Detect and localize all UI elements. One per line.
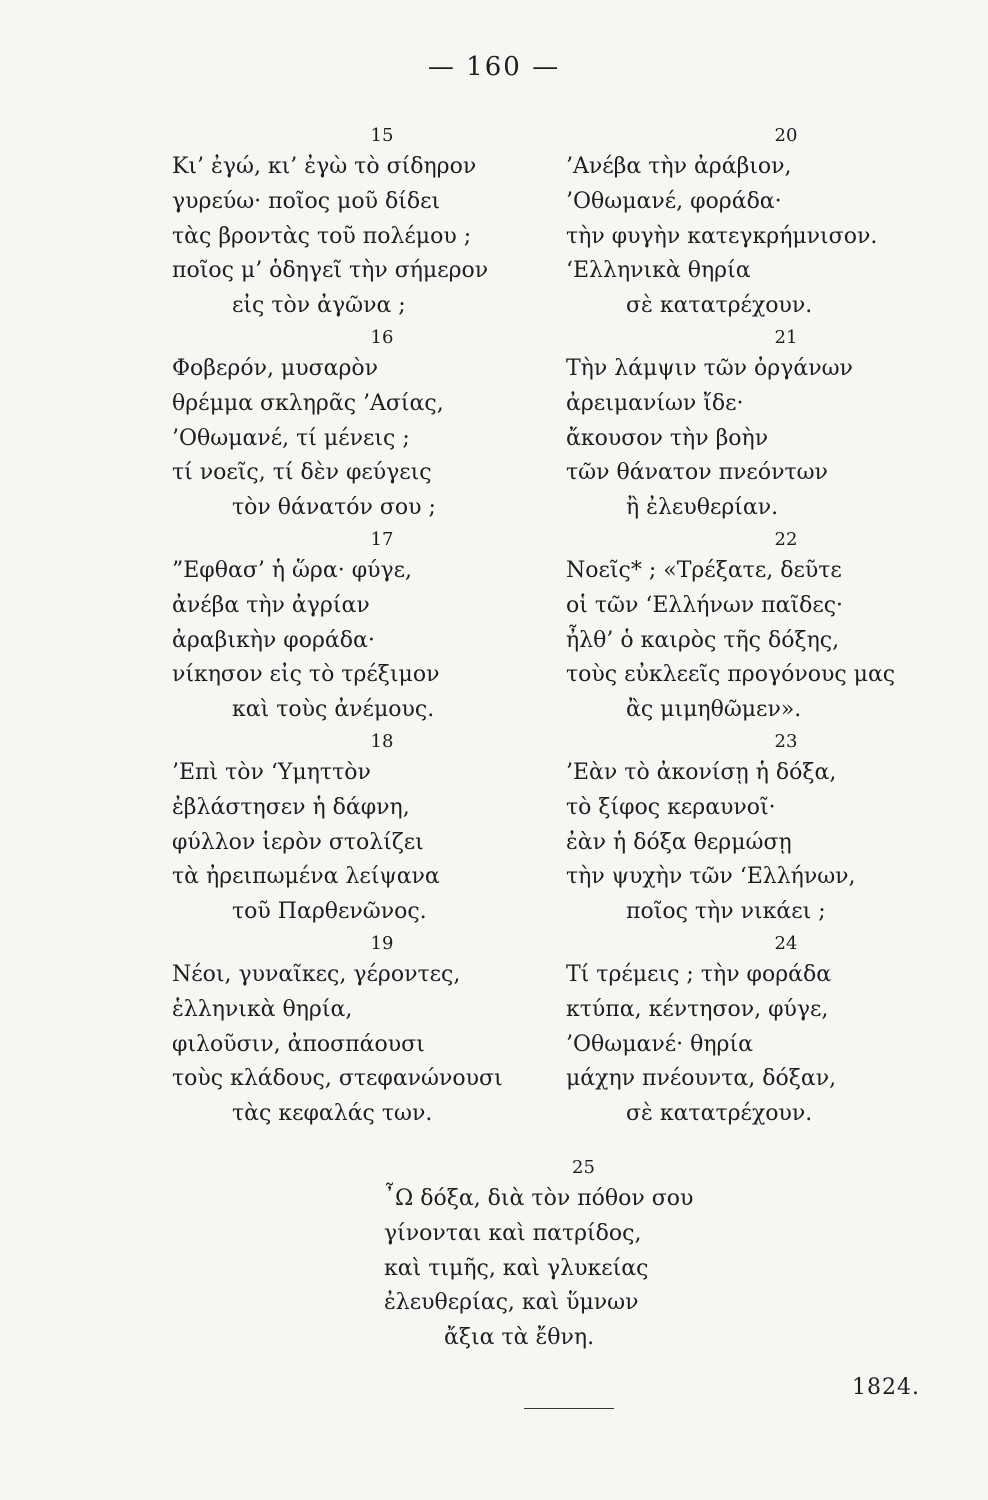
stanza-line: Φοβερόν, μυσαρὸν (172, 355, 379, 381)
stanza-line: ἀρειμανίων ἴδε· (566, 390, 744, 416)
stanza-number: 16 (370, 326, 394, 348)
stanza (566, 930, 986, 1132)
stanza-line: τῶν θάνατον πνεόντων (566, 460, 828, 486)
stanza-line: ‘Ελληνικὰ θηρία (566, 258, 751, 284)
stanza (172, 122, 592, 324)
stanza-line: τὴν φυγὴν κατεγκρήμνισον. (566, 223, 878, 249)
stanza-line: ποῖος μ’ ὁδηγεῖ τὴν σήμερον (172, 258, 489, 284)
stanza-number: 23 (774, 730, 798, 752)
stanza-line: ἄξια τὰ ἔθνη. (444, 1325, 595, 1351)
stanza (566, 728, 986, 930)
stanza-line: καὶ τιμῆς, καὶ γλυκείας (384, 1255, 649, 1281)
stanza-line: ἢ ἐλευθερίαν. (626, 495, 779, 521)
stanza (172, 728, 592, 930)
stanza-line: γίνονται καὶ πατρίδος, (384, 1220, 642, 1246)
stanza-line: ἑλληνικὰ θηρία, (172, 996, 353, 1022)
stanza (566, 122, 986, 324)
stanza-line: τὰ ἠρειπωμένα λείψανα (172, 864, 440, 890)
stanza-number: 24 (774, 932, 798, 954)
stanza-line: ἀραβικὴν φοράδα· (172, 627, 375, 653)
stanza-number: 20 (774, 125, 798, 146)
stanza-line: ἐὰν ἡ δόξα θερμώσῃ (566, 829, 792, 855)
stanza (172, 526, 592, 728)
stanza-line: καὶ τοὺς ἀνέμους. (232, 697, 435, 723)
stanza-line: φύλλον ἱερὸν στολίζει (172, 829, 424, 855)
stanza-line: θρέμμα σκληρᾶς ’Ασίας, (172, 390, 444, 416)
stanza-line: τοῦ Παρθενῶνος. (232, 899, 427, 925)
stanza-line: ’Οθωμανέ· θηρία (566, 1031, 753, 1057)
stanza-line: μάχην πνέουντα, δόξαν, (566, 1066, 837, 1092)
stanza-line: ῏Ω δόξα, διὰ τὸν πόθον σου (384, 1186, 694, 1211)
stanza-line: ἀνέβα τὴν ἀγρίαν (172, 592, 370, 618)
stanza-line: ἦλθ’ ὁ καιρὸς τῆς δόξης, (566, 627, 840, 653)
stanza-line: ’Οθωμανέ, τί μένεις ; (172, 425, 410, 451)
stanza-line: Νοεῖς* ; «Τρέξατε, δεῦτε (566, 557, 842, 583)
stanza-line: Τὴν λάμψιν τῶν ὀργάνων (566, 355, 853, 381)
stanza-line: Κι’ ἐγώ, κι’ ἐγὼ τὸ σίδηρον (172, 154, 477, 179)
stanza-number: 18 (370, 730, 394, 752)
stanza-number: 22 (774, 528, 798, 550)
stanza-line: νίκησον εἰς τὸ τρέξιμον (172, 662, 440, 688)
stanza-line: γυρεύω· ποῖος μοῦ δίδει (172, 188, 441, 214)
final-stanza (384, 1154, 844, 1356)
date: 1824. (852, 1375, 920, 1400)
stanza-line: τὰς κεφαλάς των. (232, 1101, 433, 1127)
stanza-line: τοὺς κλάδους, στεφανώνουσι (172, 1066, 503, 1092)
stanza-line: τὸ ξίφος κεραυνοῖ· (566, 794, 776, 820)
stanza-line: σὲ κατατρέχουν. (626, 1101, 813, 1127)
stanza-line: τὴν ψυχὴν τῶν ‘Ελλήνων, (566, 864, 856, 890)
stanza-line: ’Ανέβα τὴν ἀράβιον, (566, 154, 792, 179)
stanza-line: ’Οθωμανέ, φοράδα· (566, 188, 782, 214)
stanza (566, 324, 986, 526)
stanza-line: ἐβλάστησεν ἡ δάφνη, (172, 794, 410, 820)
stanza-line: ”Εφθασ’ ἡ ὥρα· φύγε, (172, 557, 413, 583)
stanza-number: 25 (572, 1157, 595, 1178)
stanza-line: ποῖος τὴν νικάει ; (626, 899, 826, 925)
stanza (172, 324, 592, 526)
stanza-line: ’Εὰν τὸ ἀκονίσῃ ἡ δόξα, (566, 759, 837, 785)
stanza-line: κτύπα, κέντησον, φύγε, (566, 996, 829, 1022)
stanza-line: φιλοῦσιν, ἀποσπάουσι (172, 1031, 425, 1057)
stanza-number: 21 (774, 326, 798, 348)
stanza (172, 930, 592, 1132)
stanza-line: τοὺς εὐκλεεῖς προγόνους μας (566, 662, 896, 688)
stanza-line: σὲ κατατρέχουν. (626, 293, 813, 319)
page-number: — 160 — (427, 52, 561, 82)
stanza-line: οἱ τῶν ‘Ελλήνων παῖδες· (566, 592, 844, 618)
stanza-line: Τί τρέμεις ; τὴν φοράδα (566, 961, 832, 987)
closing-rule (524, 1408, 614, 1409)
stanza-line: ἄκουσον τὴν βοὴν (566, 425, 769, 451)
stanza-line: τὰς βροντὰς τοῦ πολέμου ; (172, 223, 472, 249)
stanza-line: εἰς τὸν ἀγῶνα ; (232, 293, 406, 319)
stanza-line: ἂς μιμηθῶμεν». (626, 697, 802, 723)
stanza-line: Νέοι, γυναῖκες, γέροντες, (172, 961, 461, 987)
stanza-line: ἐλευθερίας, καὶ ὕμνων (384, 1290, 639, 1316)
stanza-line: ’Επὶ τὸν ‘Υμηττὸν (172, 759, 371, 785)
stanza (566, 526, 986, 728)
stanza-number: 15 (370, 125, 394, 146)
left-column (172, 122, 592, 1132)
stanza-line: τὸν θάνατόν σου ; (232, 495, 436, 521)
stanza-number: 19 (370, 932, 394, 954)
stanza-line: τί νοεῖς, τί δὲν φεύγεις (172, 460, 432, 486)
stanza-number: 17 (370, 528, 394, 550)
right-column (566, 122, 986, 1132)
